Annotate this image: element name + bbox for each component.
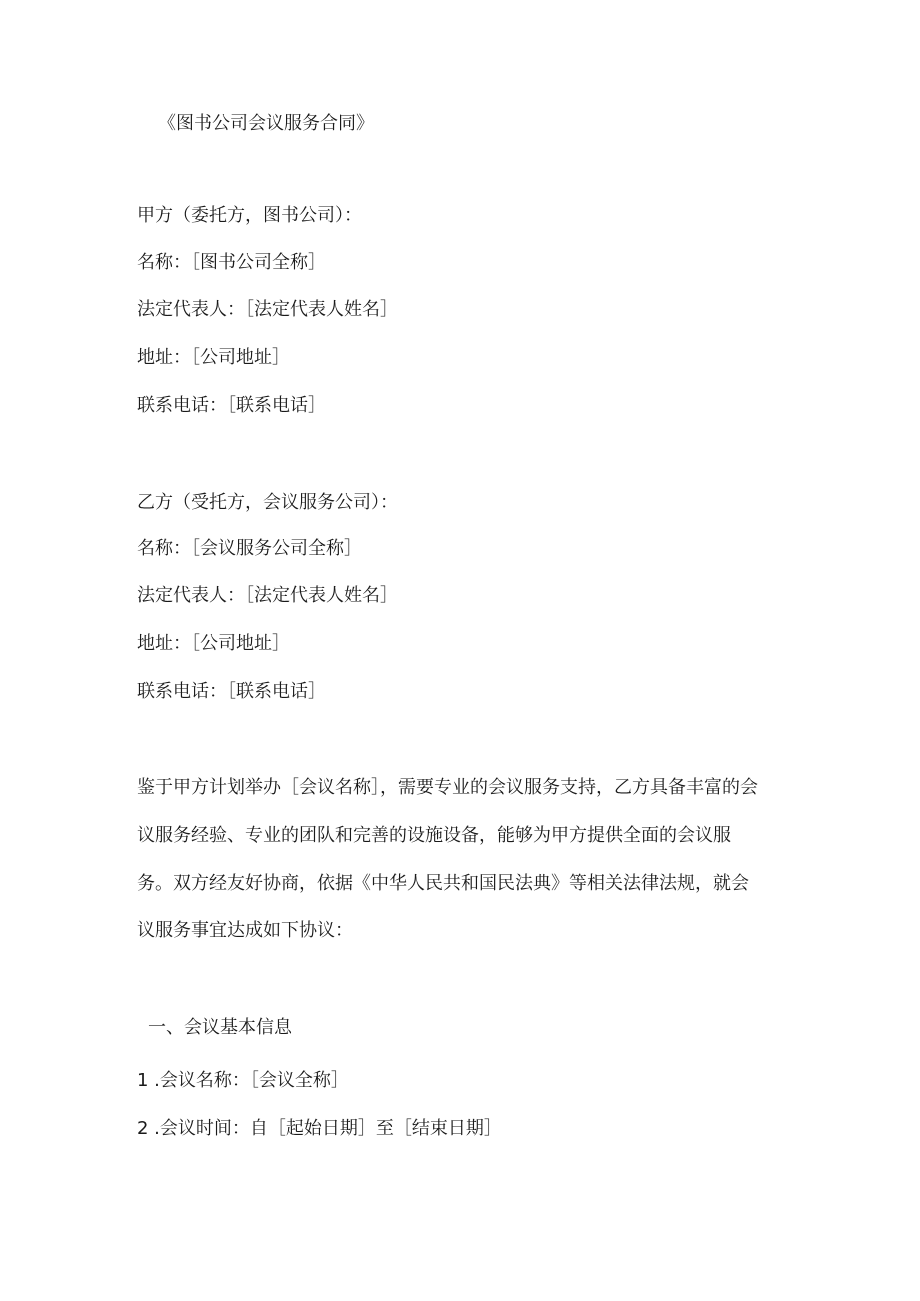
preamble-line: 议服务经验、专业的团队和完善的设施设备，能够为甲方提供全面的会议服 [137, 825, 731, 846]
preamble-line: 鉴于甲方计划举办［会议名称］，需要专业的会议服务支持，乙方具备丰富的会 [137, 777, 758, 798]
party-b-name: 名称：［会议服务公司全称］ [137, 538, 362, 559]
preamble-line: 议服务事宜达成如下协议： [137, 920, 353, 941]
party-a-phone: 联系电话：［联系电话］ [137, 395, 326, 416]
document-title: 《图书公司会议服务合同》 [158, 113, 374, 134]
section-1-item: 2 .会议时间：自［起始日期］至［结束日期］ [137, 1118, 502, 1139]
party-a-heading: 甲方（委托方，图书公司）： [137, 205, 362, 226]
party-b-address: 地址：［公司地址］ [137, 633, 290, 654]
section-1-heading: 一、会议基本信息 [148, 1017, 292, 1038]
party-a-address: 地址：［公司地址］ [137, 347, 290, 368]
preamble-line: 务。双方经友好协商，依据《中华人民共和国民法典》等相关法律法规，就会 [137, 873, 749, 894]
party-b-heading: 乙方（受托方，会议服务公司）： [137, 492, 398, 513]
section-1-item: 1 .会议名称：［会议全称］ [137, 1070, 349, 1091]
party-a-name: 名称：［图书公司全称］ [137, 252, 326, 273]
party-a-legal-rep: 法定代表人：［法定代表人姓名］ [137, 299, 398, 320]
party-b-phone: 联系电话：［联系电话］ [137, 681, 326, 702]
party-b-legal-rep: 法定代表人：［法定代表人姓名］ [137, 585, 398, 606]
